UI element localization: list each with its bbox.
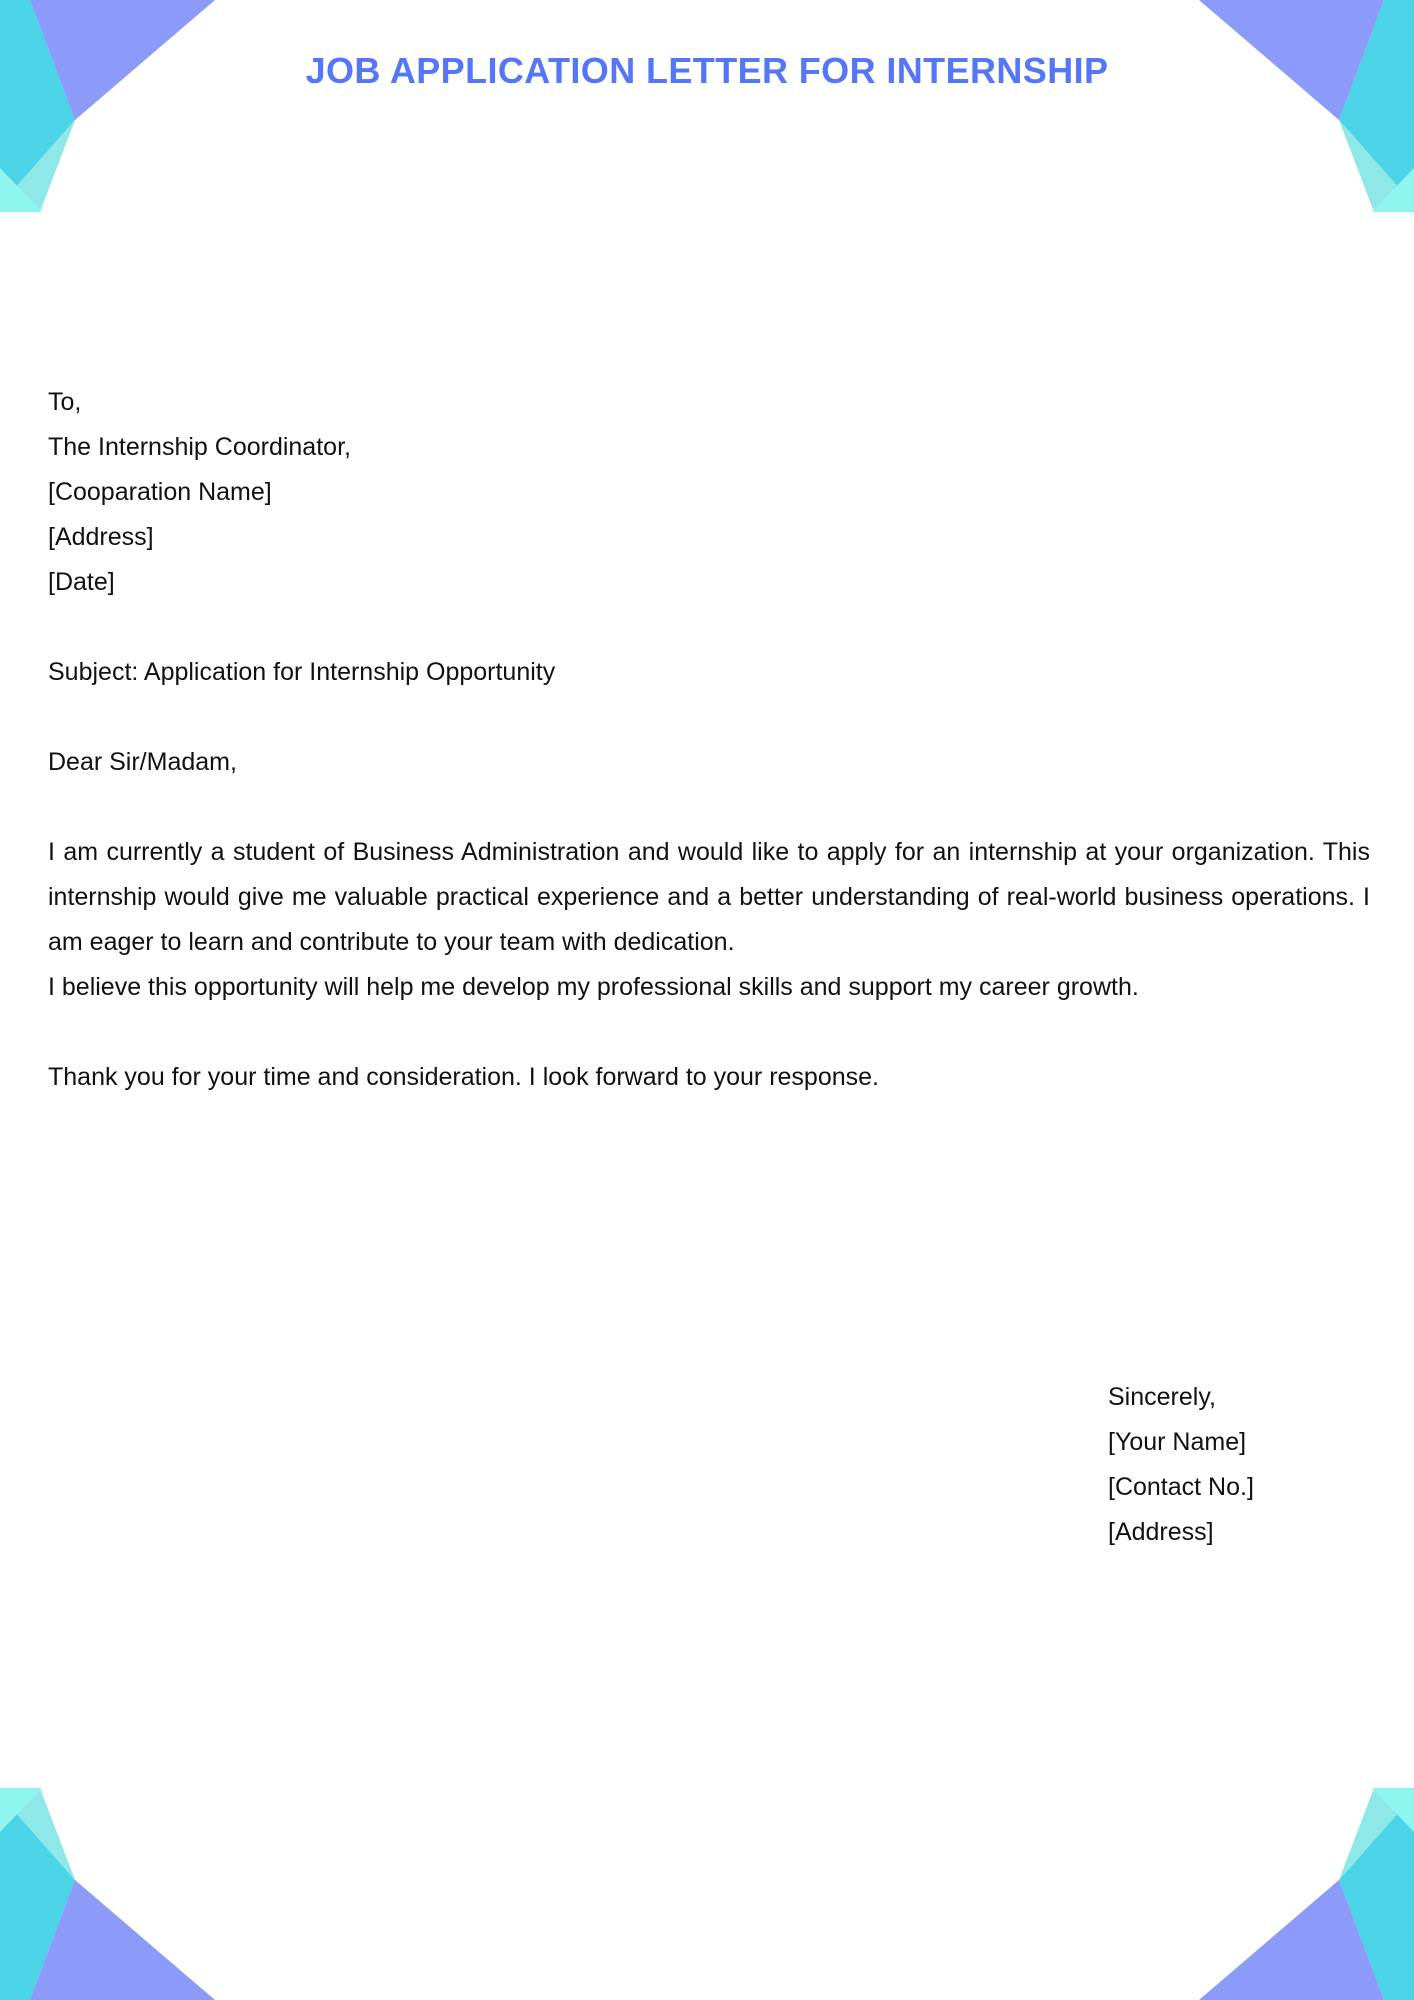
spacer-after-subject bbox=[48, 695, 1370, 740]
signature-address: [Address] bbox=[1108, 1518, 1214, 1546]
letter-body bbox=[48, 380, 1370, 1100]
corner-decoration-top-right bbox=[1194, 0, 1414, 215]
recipient-line-role: The Internship Coordinator, bbox=[48, 433, 351, 461]
corner-decoration-bottom-right bbox=[1194, 1785, 1414, 2000]
page-title: JOB APPLICATION LETTER FOR INTERNSHIP bbox=[305, 50, 1109, 91]
subject-line: Subject: Application for Internship Opportunity bbox=[48, 658, 556, 686]
body-paragraph-1: I am currently a student of Business Administration and would like to apply for an internship at your organization. This internship would give me valuable practical experience and a better understanding of real-world business operations. I am eager to learn and contribute to your team with dedication. bbox=[48, 838, 1370, 956]
signature-name: [Your Name] bbox=[1108, 1428, 1247, 1456]
signature-closing: Sincerely, bbox=[1108, 1383, 1216, 1411]
salutation: Dear Sir/Madam, bbox=[48, 748, 237, 776]
spacer-after-salutation bbox=[48, 785, 1370, 830]
spacer-before-closing bbox=[48, 1010, 1370, 1055]
recipient-line-company: [Cooparation Name] bbox=[48, 478, 272, 506]
body-paragraph-2: I believe this opportunity will help me develop my professional skills and support my career growth. bbox=[48, 973, 1139, 1001]
recipient-line-to: To, bbox=[48, 388, 82, 416]
signature-contact: [Contact No.] bbox=[1108, 1473, 1254, 1501]
signature-block bbox=[1108, 1375, 1254, 1555]
corner-decoration-bottom-left bbox=[0, 1785, 220, 2000]
body-paragraph-3: Thank you for your time and consideration. I look forward to your response. bbox=[48, 1063, 879, 1091]
recipient-line-address: [Address] bbox=[48, 523, 154, 551]
recipient-line-date: [Date] bbox=[48, 568, 115, 596]
corner-decoration-top-left bbox=[0, 0, 220, 215]
spacer-after-recipient bbox=[48, 605, 1370, 650]
recipient-block bbox=[48, 380, 1370, 605]
